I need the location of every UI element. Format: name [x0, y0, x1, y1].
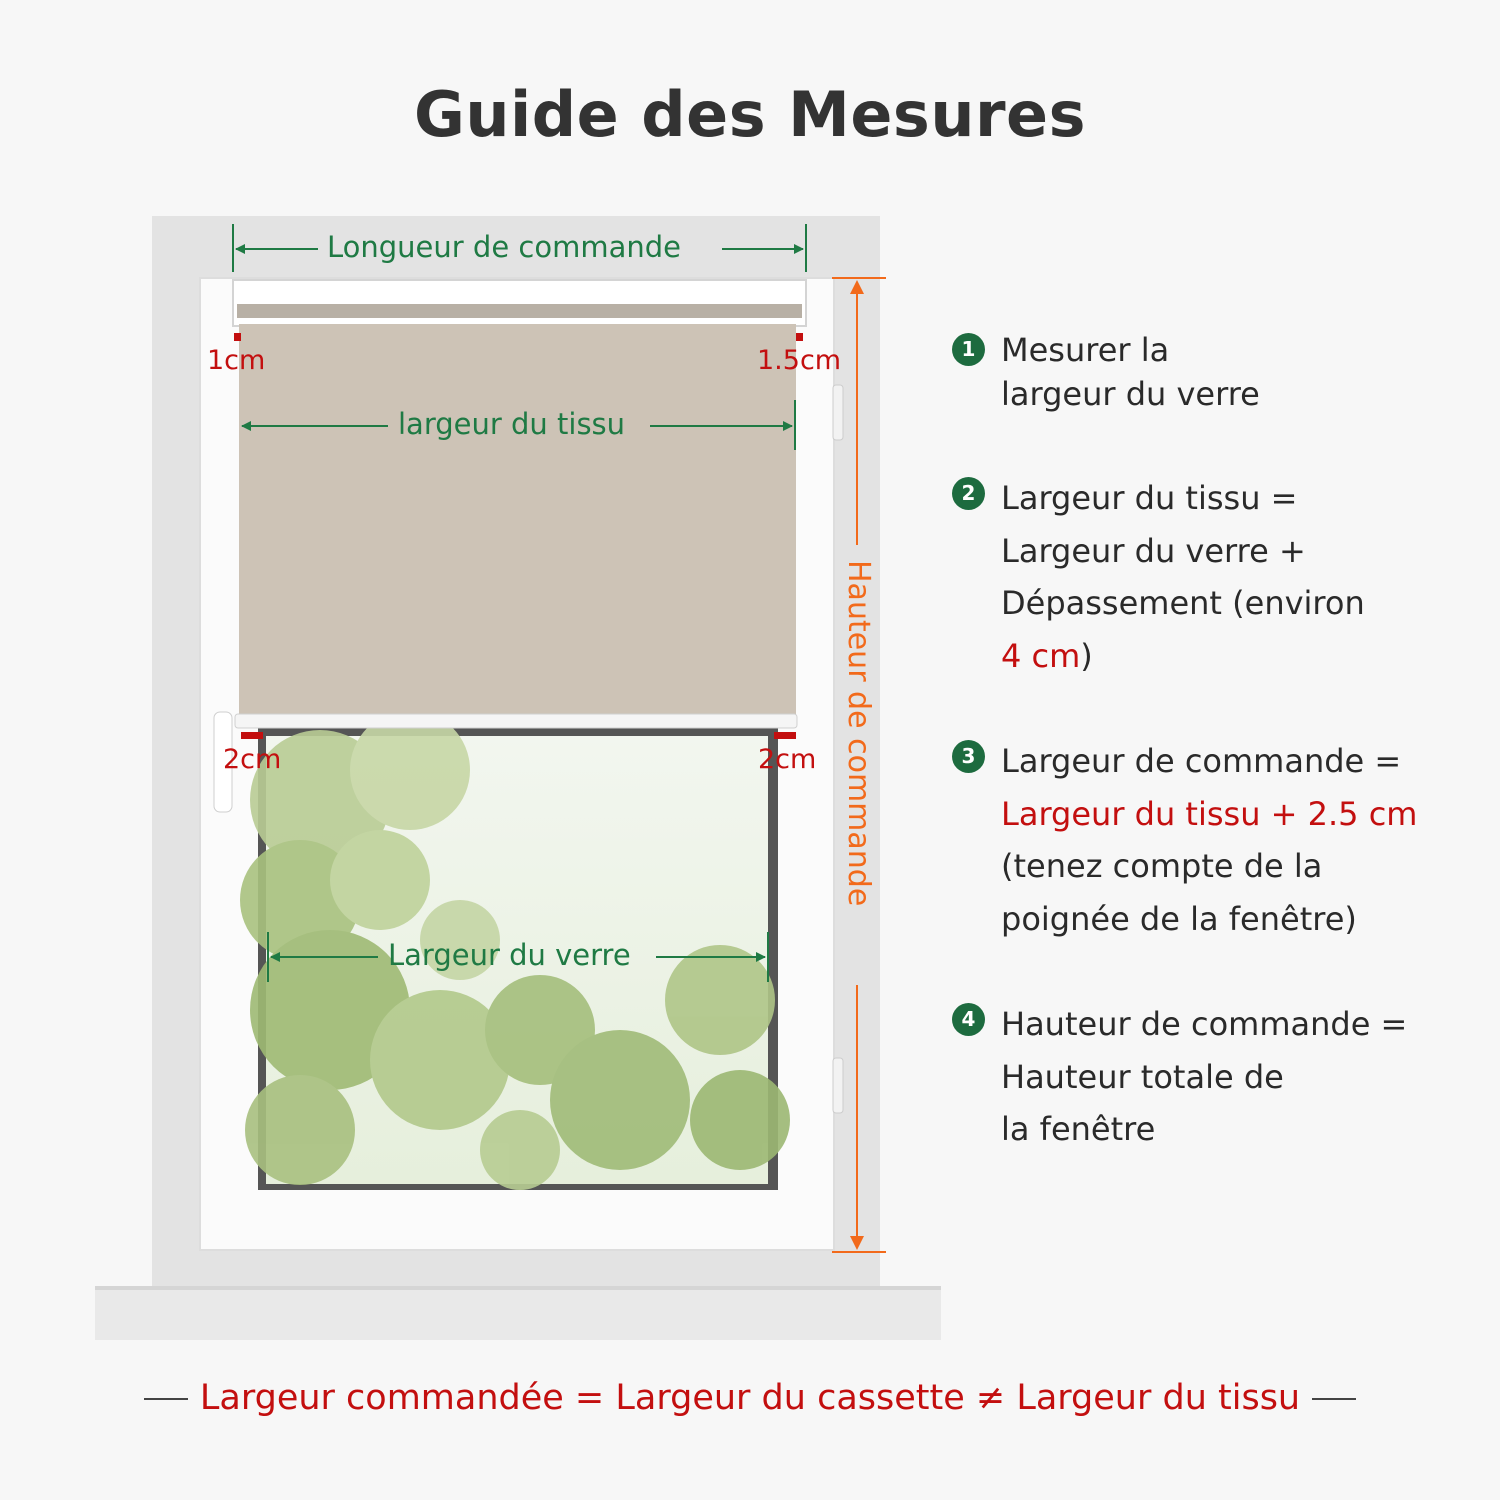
hinge-top [833, 385, 843, 440]
marker-left-top [234, 333, 241, 341]
order-height-label: Hauteur de commande [841, 560, 876, 907]
step-2-tail: ) [1080, 636, 1093, 675]
step-3-line-3: (tenez compte de la [1001, 847, 1323, 885]
blind-fabric [239, 324, 796, 716]
step-3-line-1: Largeur de commande = [1001, 742, 1402, 780]
blind-bottom-bar [235, 714, 797, 728]
marker-left-bottom [241, 732, 263, 739]
footer-dash-right [1312, 1398, 1356, 1400]
offset-right-bottom-label: 2cm [758, 744, 817, 775]
offset-left-bottom-label: 2cm [223, 744, 282, 775]
offset-left-top-label: 1cm [207, 345, 266, 376]
footer-dash-left [144, 1398, 188, 1400]
step-number-badge: 4 [952, 1003, 985, 1036]
step-4-line-1: Hauteur de commande = [1001, 1005, 1408, 1043]
step-4 [952, 998, 1472, 1156]
order-length-label: Longueur de commande [327, 230, 681, 264]
step-2 [952, 472, 1472, 682]
window-sill [95, 1286, 941, 1340]
step-2-line-3: Dépassement (environ [1001, 584, 1365, 622]
step-2-line-2: Largeur du verre + [1001, 531, 1306, 570]
step-3 [952, 735, 1472, 945]
footer-note [0, 1378, 1500, 1418]
blind-cassette [233, 280, 806, 326]
step-number-badge: 2 [952, 477, 985, 510]
step-1-line-1: Mesurer la [1001, 331, 1170, 369]
glass-width-label: Largeur du verre [388, 938, 631, 972]
step-4-line-2: Hauteur totale de [1001, 1057, 1284, 1096]
marker-right-bottom [774, 732, 796, 739]
step-3-highlight: Largeur du tissu + 2.5 cm [1001, 794, 1418, 833]
step-3-line-4: poignée de la fenêtre) [1001, 899, 1357, 938]
page-title: Guide des Mesures [413, 78, 1087, 151]
step-1-line-2: largeur du verre [1001, 375, 1260, 413]
fabric-width-label: largeur du tissu [398, 407, 626, 441]
footer-text: Largeur commandée = Largeur du cassette ≠ Largeur du tissu [199, 1378, 1301, 1418]
marker-right-top [796, 333, 803, 341]
step-number-badge: 3 [952, 740, 985, 773]
step-number-badge: 1 [952, 333, 985, 366]
step-4-line-3: la fenêtre [1001, 1110, 1156, 1148]
step-2-highlight: 4 cm [1001, 636, 1081, 675]
hinge-bottom [833, 1058, 843, 1113]
step-1 [952, 328, 1472, 416]
offset-right-top-label: 1.5cm [757, 345, 842, 376]
step-2-line-1: Largeur du tissu = [1001, 479, 1298, 517]
